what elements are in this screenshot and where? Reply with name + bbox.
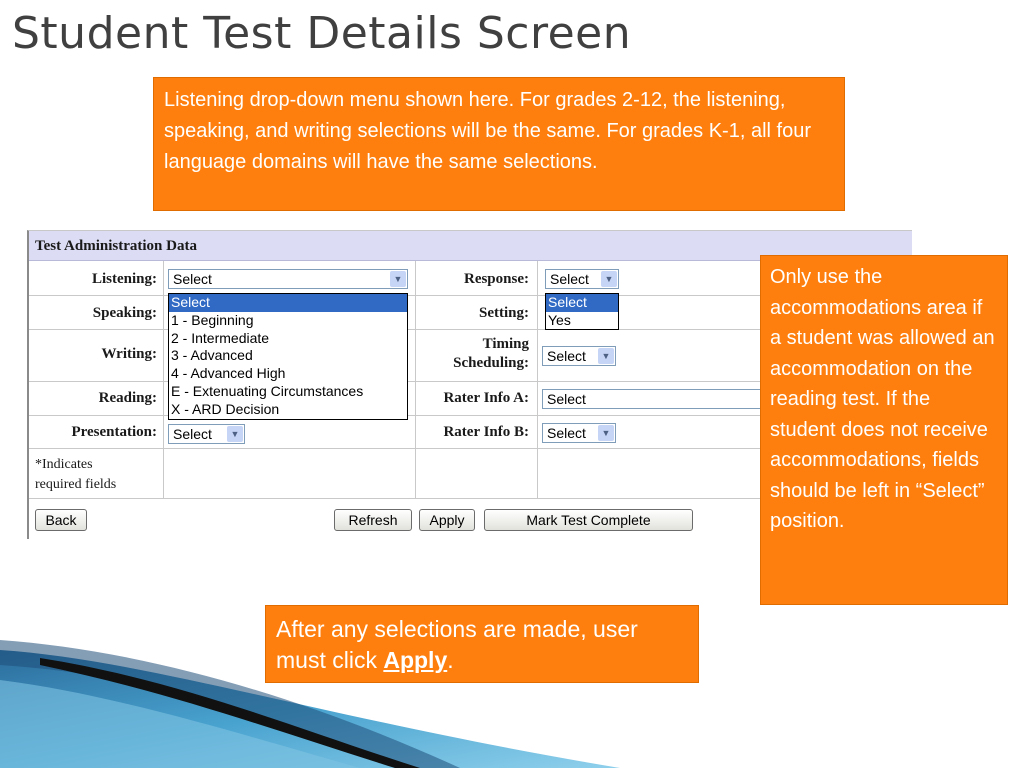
listening-dropdown-list: [168, 293, 408, 420]
slide-title: Student Test Details Screen: [12, 8, 632, 59]
label-scheduling: Scheduling:: [453, 355, 529, 371]
callout-accommodations-note: Only use the accommodations area if a student was allowed an accommodation on the reading test. If the student does not receive accommodations, fields should be left in “Select” position.: [760, 255, 1008, 605]
timing-select-value: Select: [547, 348, 586, 364]
callout-listening-note: Listening drop-down menu shown here. For grades 2-12, the listening, speaking, and writing selections will be the same. For grades K-1, all four language domains will have the same selections.: [153, 77, 845, 211]
timing-scheduling-select[interactable]: [542, 346, 616, 366]
apply-button[interactable]: Apply: [419, 509, 475, 531]
dropdown-option[interactable]: Yes: [548, 311, 571, 328]
rater-b-select-value: Select: [547, 425, 586, 441]
mark-test-complete-button[interactable]: Mark Test Complete: [484, 509, 693, 531]
dropdown-option[interactable]: 3 - Advanced: [171, 347, 253, 364]
apply-emphasis: Apply: [383, 647, 448, 673]
note-line: required fields: [35, 477, 117, 492]
callout-text: .: [447, 647, 454, 673]
required-fields-note: [35, 455, 116, 495]
dropdown-option[interactable]: 4 - Advanced High: [171, 365, 286, 382]
column-divider: [163, 261, 164, 498]
chevron-down-icon[interactable]: ▼: [598, 348, 614, 364]
chevron-down-icon[interactable]: ▼: [601, 271, 617, 287]
label-response: Response:: [463, 271, 529, 287]
response-select-value: Select: [550, 271, 589, 287]
response-dropdown-list: [545, 293, 619, 330]
column-divider: [537, 261, 538, 498]
dropdown-option[interactable]: 1 - Beginning: [171, 311, 254, 328]
chevron-down-icon[interactable]: ▼: [227, 426, 243, 442]
decorative-sweep: [0, 620, 620, 768]
response-select[interactable]: [545, 269, 619, 289]
label-presentation: Presentation:: [71, 424, 157, 440]
panel-header: Test Administration Data: [29, 231, 912, 261]
column-divider: [415, 261, 416, 498]
label-rater-a: Rater Info A:: [443, 390, 529, 406]
back-button[interactable]: Back: [35, 509, 87, 531]
chevron-down-icon[interactable]: ▼: [390, 271, 406, 287]
chevron-down-icon[interactable]: ▼: [598, 425, 614, 441]
label-reading: Reading:: [98, 390, 157, 406]
dropdown-option[interactable]: Select: [546, 294, 618, 312]
listening-select[interactable]: [168, 269, 408, 289]
rater-info-a-select[interactable]: [542, 389, 792, 409]
dropdown-option[interactable]: Select: [169, 294, 407, 312]
presentation-select-value: Select: [173, 426, 212, 442]
listening-select-value: Select: [173, 271, 212, 287]
label-listening: Listening:: [91, 271, 157, 287]
rater-info-b-select[interactable]: [542, 423, 616, 443]
dropdown-option[interactable]: 2 - Intermediate: [171, 329, 270, 346]
dropdown-option[interactable]: X - ARD Decision: [171, 400, 280, 417]
refresh-button[interactable]: Refresh: [334, 509, 412, 531]
label-timing: Timing: [482, 336, 529, 352]
label-writing: Writing:: [101, 346, 157, 362]
rater-a-select-value: Select: [547, 391, 586, 407]
label-setting: Setting:: [479, 305, 529, 321]
note-line: *Indicates: [35, 457, 93, 472]
presentation-select[interactable]: [168, 424, 245, 444]
label-speaking: Speaking:: [92, 305, 157, 321]
dropdown-option[interactable]: E - Extenuating Circumstances: [171, 382, 364, 399]
label-rater-b: Rater Info B:: [443, 424, 529, 440]
callout-text: After any selections are made, user must click: [276, 616, 638, 673]
